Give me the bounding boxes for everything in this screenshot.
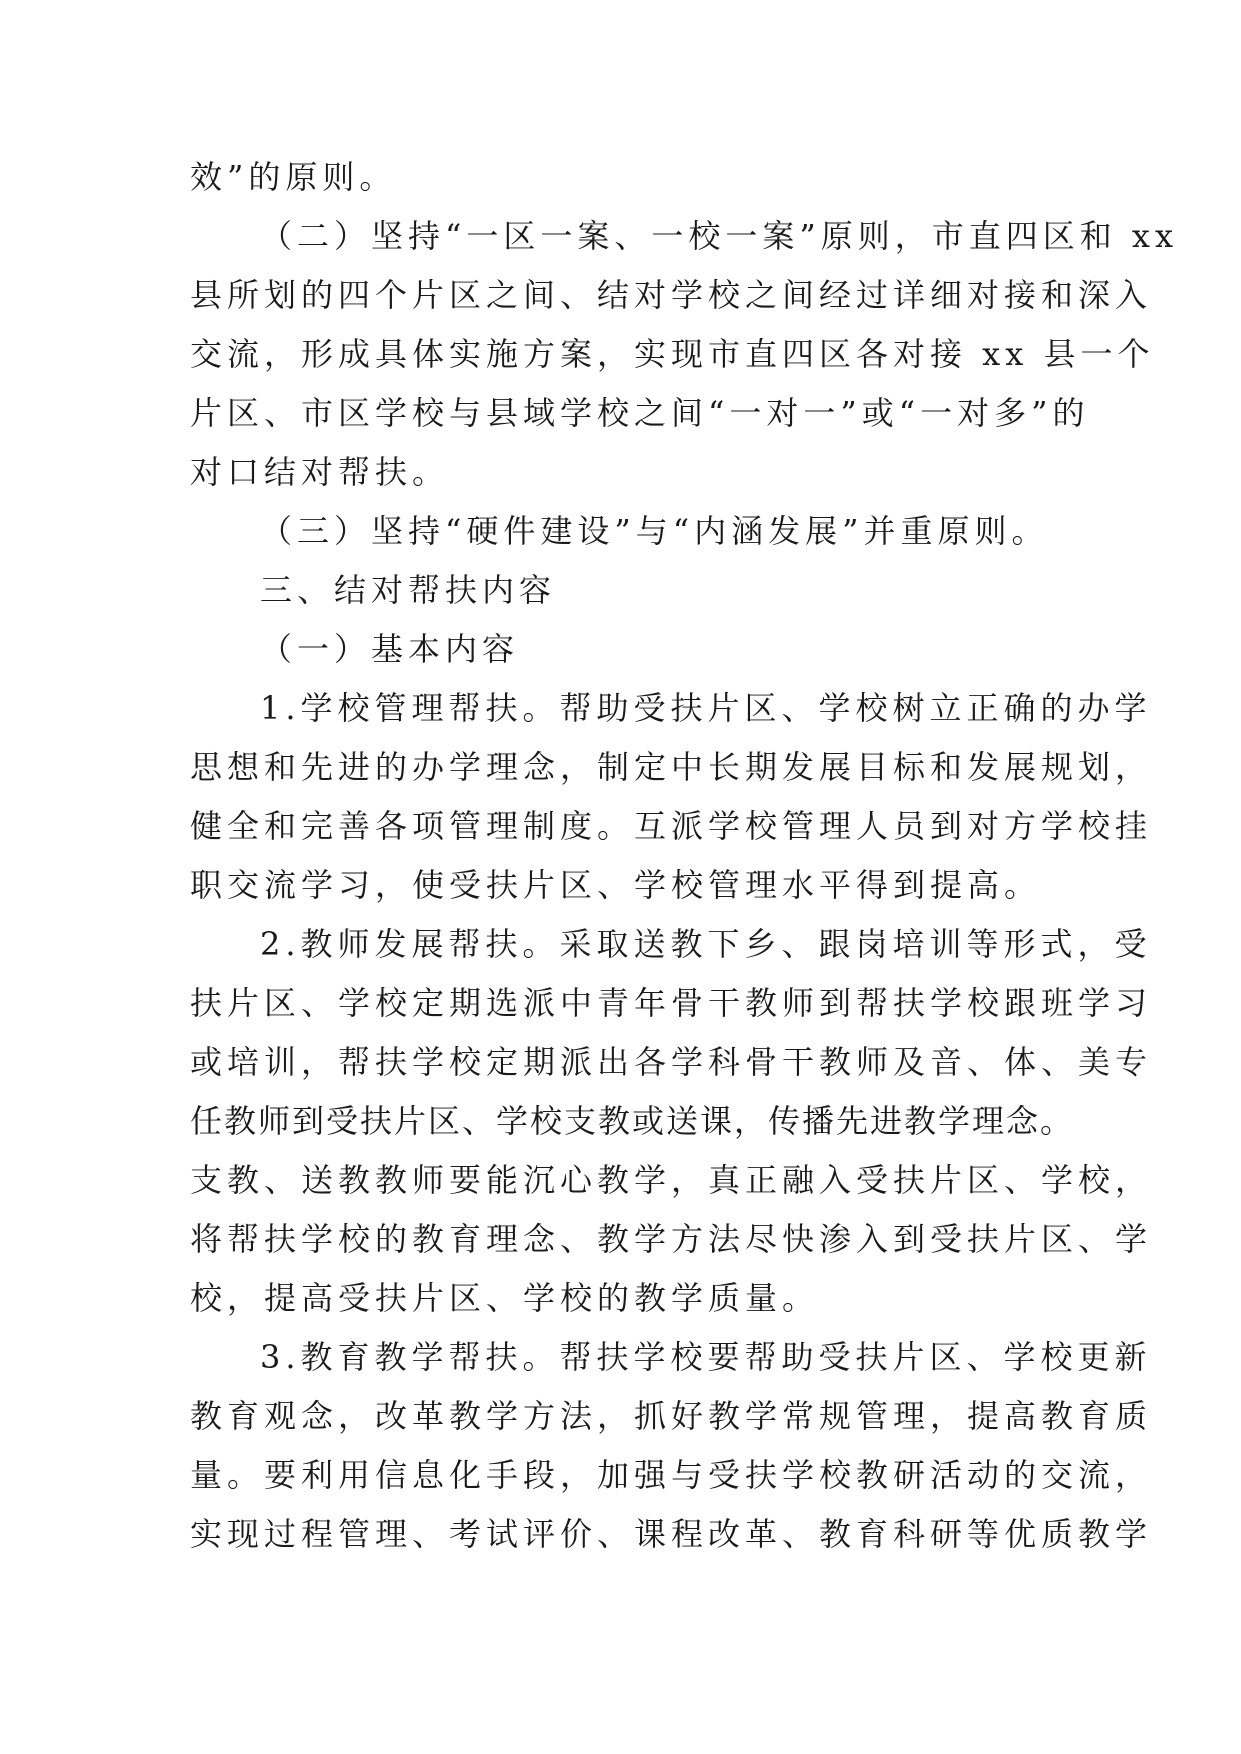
- text-line: 2.教师发展帮扶。采取送教下乡、跟岗培训等形式，受: [260, 925, 1152, 963]
- text-line: 教育观念，改革教学方法，抓好教学常规管理，提高教育质: [190, 1397, 1153, 1435]
- section-heading: 三、结对帮扶内容: [260, 571, 557, 609]
- text-line: 片区、市区学校与县域学校之间“一对一”或“一对多”的: [190, 394, 1090, 432]
- text-line: 量。要利用信息化手段，加强与受扶学校教研活动的交流，: [190, 1456, 1153, 1494]
- text-line: （三）坚持“硬件建设”与“内涵发展”并重原则。: [260, 512, 1049, 550]
- text-line: 健全和完善各项管理制度。互派学校管理人员到对方学校挂: [190, 807, 1153, 845]
- text-line: 将帮扶学校的教育理念、教学方法尽快渗入到受扶片区、学: [190, 1220, 1153, 1258]
- text-line: 或培训，帮扶学校定期派出各学科骨干教师及音、体、美专: [190, 1043, 1153, 1081]
- text-line: 交流，形成具体实施方案，实现市直四区各对接 xx 县一个: [190, 335, 1155, 373]
- text-line: 思想和先进的办学理念，制定中长期发展目标和发展规划，: [190, 748, 1153, 786]
- text-line: 县所划的四个片区之间、结对学校之间经过详细对接和深入: [190, 276, 1153, 314]
- body-text: [190, 148, 1178, 1564]
- text-line: 1.学校管理帮扶。帮助受扶片区、学校树立正确的办学: [260, 689, 1152, 727]
- subsection-heading: （一）基本内容: [260, 630, 520, 668]
- text-line: 职交流学习，使受扶片区、学校管理水平得到提高。: [190, 866, 1042, 904]
- text-line: 校，提高受扶片区、学校的教学质量。: [190, 1279, 820, 1317]
- text-line: 扶片区、学校定期选派中青年骨干教师到帮扶学校跟班学习: [190, 984, 1153, 1022]
- text-line: 任教师到受扶片区、学校支教或送课，传播先进教学理念。: [190, 1102, 1075, 1140]
- text-line: 效”的原则。: [190, 158, 397, 196]
- text-line: 对口结对帮扶。: [190, 453, 450, 491]
- text-line: （二）坚持“一区一案、一校一案”原则，市直四区和 xx: [260, 217, 1178, 255]
- text-line: 3.教育教学帮扶。帮扶学校要帮助受扶片区、学校更新: [260, 1338, 1152, 1376]
- text-line: 支教、送教教师要能沉心教学，真正融入受扶片区、学校，: [190, 1161, 1153, 1199]
- text-line: 实现过程管理、考试评价、课程改革、教育科研等优质教学: [190, 1515, 1153, 1553]
